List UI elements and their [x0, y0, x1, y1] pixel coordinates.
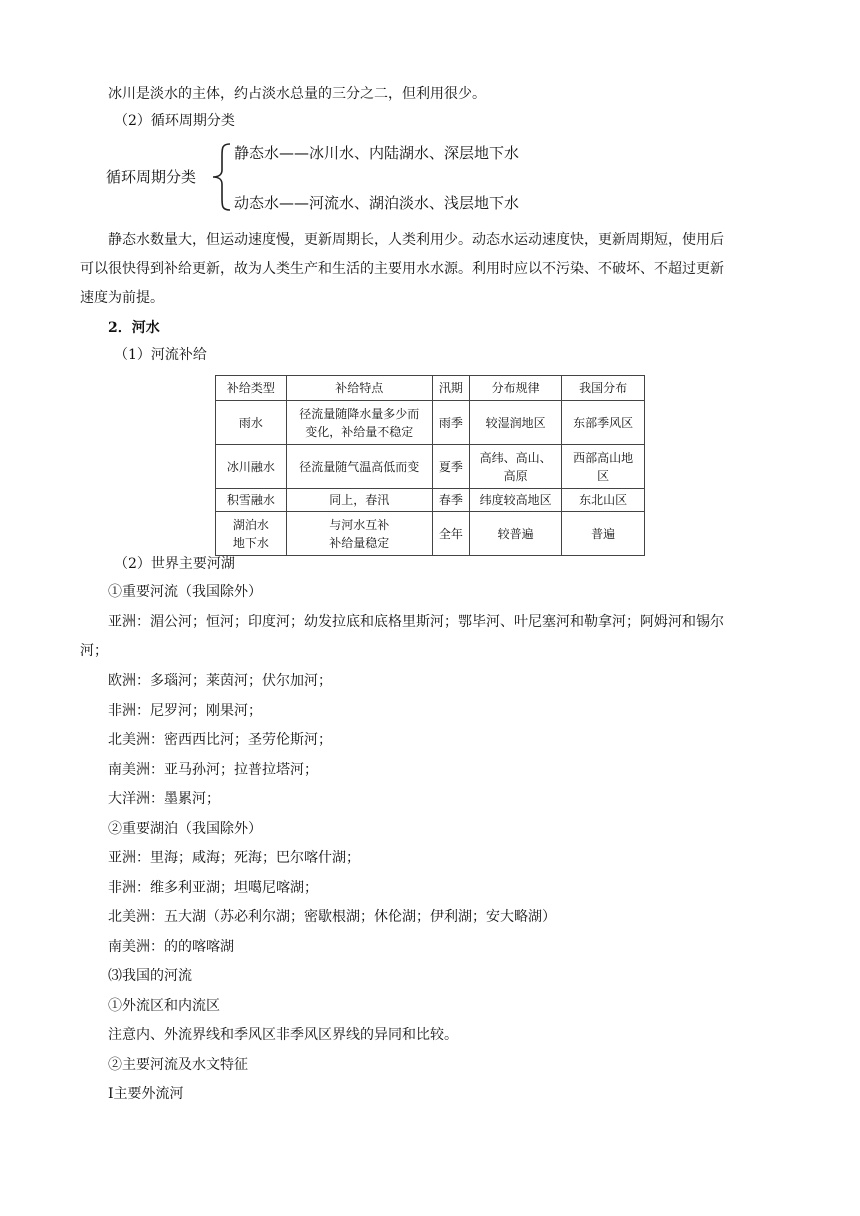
table-cell: 夏季: [432, 445, 469, 489]
south-america-lakes: 南美洲：的的喀喀湖: [108, 939, 234, 955]
table-cell: 较湿润地区: [469, 401, 562, 445]
lakes-heading: ②重要湖泊（我国除外）: [108, 821, 262, 837]
paragraph-line-3: 速度为前提。: [80, 290, 164, 306]
europe-rivers: 欧洲：多瑙河；莱茵河；伏尔加河；: [108, 673, 332, 689]
main-rivers-heading: ②主要河流及水文特征: [108, 1057, 248, 1073]
table-cell: 较普遍: [469, 512, 562, 556]
table-cell: 雨水: [216, 401, 287, 445]
major-outflow-rivers: Ⅰ主要外流河: [108, 1086, 184, 1102]
south-america-rivers: 南美洲：亚马孙河；拉普拉塔河；: [108, 762, 318, 778]
table-cell: 湖泊水 地下水: [216, 512, 287, 556]
asia-rivers-line-1: 亚洲：湄公河；恒河；印度河；幼发拉底和底格里斯河；鄂毕河、叶尼塞河和勒拿河；阿姆河和锡尔: [108, 614, 724, 630]
table-cell: 东部季风区: [562, 401, 645, 445]
dynamic-water: 动态水——河流水、湖泊淡水、浅层地下水: [234, 194, 520, 212]
africa-rivers: 非洲：尼罗河；刚果河；: [108, 703, 262, 719]
table-cell: 同上，春汛: [286, 489, 432, 512]
asia-rivers-line-2: 河；: [80, 643, 108, 659]
header-cell: 分布规律: [469, 376, 562, 401]
paragraph-line-1: 静态水数量大，但运动速度慢，更新周期长，人类利用少。动态水运动速度快，更新周期短，使用后: [108, 232, 724, 248]
paragraph-line-2: 可以很快得到补给更新，故为人类生产和生活的主要用水水源。利用时应以不污染、不破坏、不超过更新: [80, 261, 724, 277]
supply-heading: （1）河流补给: [114, 347, 207, 363]
north-america-lakes: 北美洲：五大湖（苏必利尔湖；密歇根湖；休伦湖；伊利湖；安大略湖）: [108, 909, 556, 925]
cycle-heading: （2）循环周期分类: [114, 113, 235, 129]
outflow-note: 注意内、外流界线和季风区非季风区界线的异同和比较。: [108, 1027, 458, 1043]
table-cell: 积雪融水: [216, 489, 287, 512]
north-america-rivers: 北美洲：密西西比河；圣劳伦斯河；: [108, 732, 332, 748]
rivers-heading: ①重要河流（我国除外）: [108, 584, 262, 600]
oceania-rivers: 大洋洲：墨累河；: [108, 791, 220, 807]
header-cell: 补给特点: [286, 376, 432, 401]
header-cell: 补给类型: [216, 376, 287, 401]
china-rivers-heading: ⑶我国的河流: [108, 968, 192, 984]
table-cell: 春季: [432, 489, 469, 512]
brace-shape: [210, 142, 234, 212]
table-cell: 雨季: [432, 401, 469, 445]
section-heading-river: 2．河水: [108, 320, 160, 336]
table-cell: 全年: [432, 512, 469, 556]
table-cell: 高纬、高山、 高原: [469, 445, 562, 489]
glacier-note: 冰川是淡水的主体，约占淡水总量的三分之二，但利用很少。: [108, 86, 486, 102]
table-cell: 普遍: [562, 512, 645, 556]
table-cell: 西部高山地 区: [562, 445, 645, 489]
table-row: [216, 489, 645, 512]
cycle-classification-diagram: [106, 138, 566, 218]
africa-lakes: 非洲：维多利亚湖；坦噶尼喀湖；: [108, 880, 318, 896]
table-row: [216, 512, 645, 556]
table-cell: 径流量随气温高低而变: [286, 445, 432, 489]
table-row: [216, 401, 645, 445]
river-supply-table: [215, 375, 645, 556]
table-cell: 径流量随降水量多少而 变化，补给量不稳定: [286, 401, 432, 445]
header-cell: 汛期: [432, 376, 469, 401]
table-cell: 东北山区: [562, 489, 645, 512]
outflow-heading: ①外流区和内流区: [108, 998, 220, 1014]
world-heading: （2）世界主要河湖: [114, 556, 235, 572]
header-cell: 我国分布: [562, 376, 645, 401]
diagram-label: 循环周期分类: [106, 168, 197, 186]
static-water: 静态水——冰川水、内陆湖水、深层地下水: [234, 144, 520, 162]
table-header-row: [216, 376, 645, 401]
table-row: [216, 445, 645, 489]
table-cell: 冰川融水: [216, 445, 287, 489]
table-cell: 纬度较高地区: [469, 489, 562, 512]
asia-lakes: 亚洲：里海；咸海；死海；巴尔喀什湖；: [108, 850, 360, 866]
table-cell: 与河水互补 补给量稳定: [286, 512, 432, 556]
